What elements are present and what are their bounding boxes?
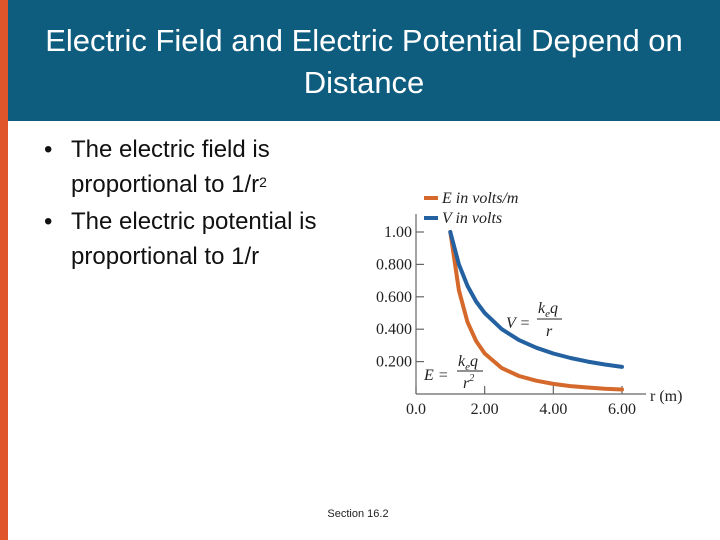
v-formula-numerator: $k_eq$ (538, 300, 558, 320)
x-tick-label: 0.0 (406, 401, 426, 418)
title-bar (8, 0, 720, 121)
slide-footer: Section 16.2 (327, 508, 389, 520)
chart-legend (424, 190, 518, 227)
x-axis-label: r (m) (650, 388, 683, 405)
e-formula-lhs: E = (424, 367, 449, 384)
e-formula (423, 353, 483, 392)
bullet-text: The electric field is proportional to 1/r (71, 136, 270, 198)
potential-curve (450, 232, 622, 367)
legend-label-field: E in volts/m (442, 190, 519, 207)
bullet-dot: • (44, 136, 53, 163)
bullet-text: The electric potential is proportional to 1/r (71, 208, 317, 270)
bullet-item (44, 132, 354, 202)
slide-title: Electric Field and Electric Potential Depend on Distance (45, 22, 683, 100)
v-formula-denominator: r (546, 323, 553, 340)
y-tick-group (376, 224, 424, 371)
y-tick-label: 1.00 (384, 224, 412, 241)
bullet-item (44, 204, 354, 274)
y-tick-label: 0.600 (376, 288, 412, 306)
x-tick-label: 6.00 (608, 401, 636, 418)
v-formula (506, 300, 562, 340)
x-tick-group (406, 386, 636, 418)
y-tick-label: 0.400 (376, 321, 412, 339)
distance-chart (352, 182, 692, 432)
x-tick-label: 2.00 (470, 401, 499, 418)
y-tick-label: 0.200 (376, 353, 412, 371)
y-tick-label: 0.800 (376, 256, 412, 274)
bullet-dot: • (44, 208, 53, 235)
left-accent-bar (0, 0, 8, 540)
e-formula-numerator: $k_eq$ (458, 353, 478, 373)
e-formula-denominator: $r^2$ (463, 373, 475, 392)
x-tick-label: 4.00 (539, 401, 568, 418)
bullet-list (44, 132, 354, 276)
v-formula-lhs: V = (506, 315, 531, 332)
legend-label-potential: V in volts (442, 210, 503, 227)
bullet-superscript: 2 (259, 174, 267, 190)
